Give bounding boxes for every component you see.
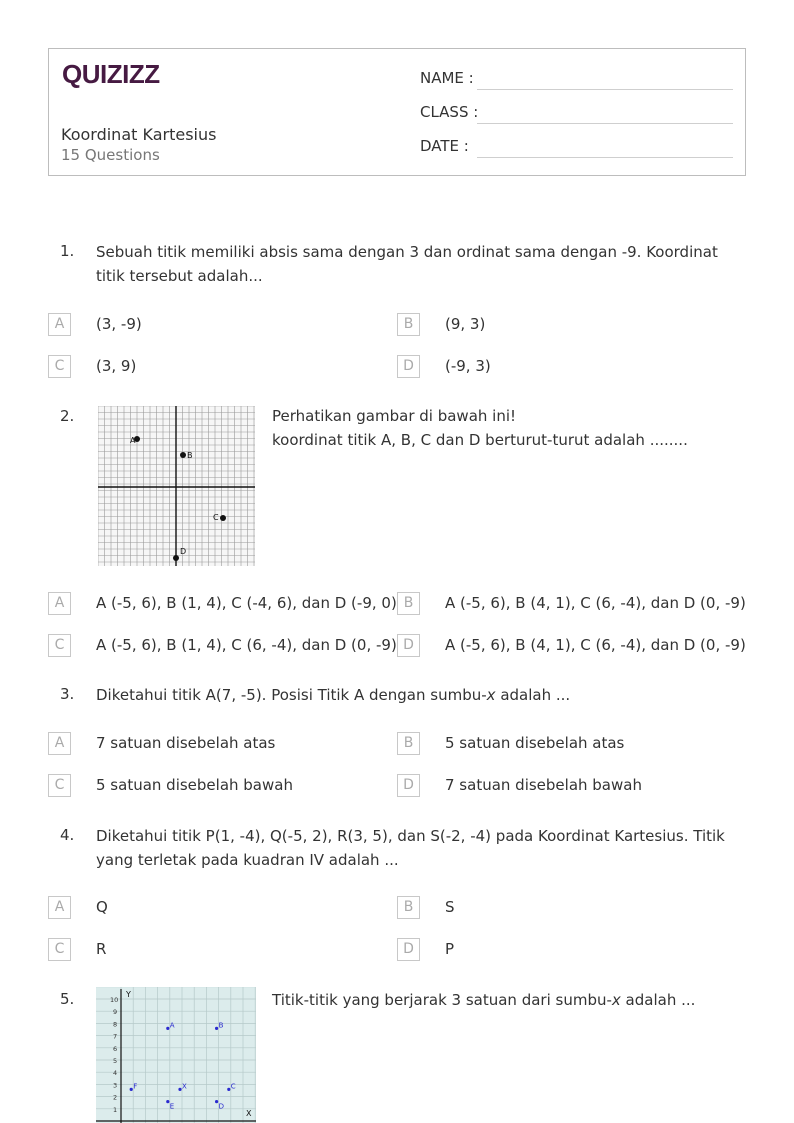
q3-option-c-letter[interactable]: C xyxy=(48,774,71,797)
question-3-text-prefix: Diketahui titik A(7, -5). Posisi Titik A dengan sumbu- xyxy=(96,686,487,704)
q4-option-b-letter[interactable]: B xyxy=(397,896,420,919)
question-2-text-line1: Perhatikan gambar di bawah ini! xyxy=(272,407,517,425)
q1-option-d-text: (-9, 3) xyxy=(445,357,491,375)
name-label: NAME : xyxy=(420,69,474,87)
question-1-text: Sebuah titik memiliki absis sama dengan 3 dan ordinat sama dengan -9. Koordinat titik tersebut adalah... xyxy=(96,243,718,285)
question-3-text-suffix: adalah ... xyxy=(495,686,571,704)
name-line[interactable] xyxy=(477,89,733,90)
x-axis-label: X xyxy=(246,1109,252,1118)
point-label-d: D xyxy=(180,547,187,556)
question-5-text-prefix: Titik-titik yang berjarak 3 satuan dari sumbu- xyxy=(272,991,612,1009)
quiz-title: Koordinat Kartesius xyxy=(61,125,217,144)
q3-option-b-letter[interactable]: B xyxy=(397,732,420,755)
q1-option-c-letter[interactable]: C xyxy=(48,355,71,378)
cartesian-grid-image xyxy=(98,406,255,566)
q2-option-c-letter[interactable]: C xyxy=(48,634,71,657)
date-label: DATE : xyxy=(420,137,469,155)
q3-option-b-text: 5 satuan disebelah atas xyxy=(445,734,625,752)
quizizz-logo: QUIZIZZ xyxy=(62,59,160,89)
q1-option-b-text: (9, 3) xyxy=(445,315,486,333)
q4-option-d-text: P xyxy=(445,940,455,958)
point-label-b: B xyxy=(187,451,193,460)
point-label-e: E xyxy=(169,1102,175,1111)
q2-option-b-text: A (-5, 6), B (4, 1), C (6, -4), dan D (0, -9) xyxy=(445,594,746,612)
point-c xyxy=(220,515,226,521)
y-tick-label: 7 xyxy=(113,1032,118,1041)
q2-option-b-letter[interactable]: B xyxy=(397,592,420,615)
point-label-a: A xyxy=(169,1021,175,1030)
q4-option-a-text: Q xyxy=(96,898,108,916)
q3-option-c-text: 5 satuan disebelah bawah xyxy=(96,776,293,794)
q4-option-b-text: S xyxy=(445,898,455,916)
q2-option-a-text: A (-5, 6), B (1, 4), C (-4, 6), dan D (-9, 0) xyxy=(96,594,397,612)
q4-option-d-letter[interactable]: D xyxy=(397,938,420,961)
class-line[interactable] xyxy=(477,123,733,124)
q2-option-c-text: A (-5, 6), B (1, 4), C (6, -4), dan D (0, -9) xyxy=(96,636,397,654)
y-tick-label: 9 xyxy=(113,1008,118,1017)
question-3-text-var: x xyxy=(486,686,496,704)
q3-option-a-letter[interactable]: A xyxy=(48,732,71,755)
question-5-text xyxy=(272,988,742,1012)
coordinate-plane-image xyxy=(96,987,256,1123)
y-tick-label: 1 xyxy=(113,1105,118,1114)
question-count: 15 Questions xyxy=(61,146,160,164)
q1-option-d-letter[interactable]: D xyxy=(397,355,420,378)
q1-option-c-text: (3, 9) xyxy=(96,357,137,375)
point-label-b: B xyxy=(218,1021,224,1030)
q3-option-d-text: 7 satuan disebelah bawah xyxy=(445,776,642,794)
q2-option-d-text: A (-5, 6), B (4, 1), C (6, -4), dan D (0, -9) xyxy=(445,636,746,654)
question-4-text: Diketahui titik P(1, -4), Q(-5, 2), R(3, 5), dan S(-2, -4) pada Koordinat Kartesius. Titik yang terletak pada kuadran IV adalah ... xyxy=(96,827,725,869)
plane-background xyxy=(96,987,256,1123)
question-5-text-var: x xyxy=(611,991,621,1009)
q4-option-a-letter[interactable]: A xyxy=(48,896,71,919)
point-label-x: X xyxy=(182,1082,187,1091)
y-tick-label: 5 xyxy=(113,1057,118,1065)
q1-option-a-letter[interactable]: A xyxy=(48,313,71,336)
y-tick-label: 6 xyxy=(113,1044,118,1053)
point-b xyxy=(180,452,186,458)
point-label-d: D xyxy=(218,1102,224,1111)
q3-option-a-text: 7 satuan disebelah atas xyxy=(96,734,276,752)
point-d xyxy=(173,555,179,561)
question-4-number: 4. xyxy=(60,826,75,844)
question-5-number: 5. xyxy=(60,990,75,1008)
q1-option-b-letter[interactable]: B xyxy=(397,313,420,336)
question-3-number: 3. xyxy=(60,685,75,703)
class-label: CLASS : xyxy=(420,103,479,121)
question-2-text-line2: koordinat titik A, B, C dan D berturut-turut adalah ........ xyxy=(272,431,688,449)
y-tick-label: 4 xyxy=(113,1069,118,1078)
y-tick-label: 8 xyxy=(113,1020,118,1029)
q4-option-c-text: R xyxy=(96,940,107,958)
point-label-a: A xyxy=(130,436,136,445)
q4-option-c-letter[interactable]: C xyxy=(48,938,71,961)
question-5-text-suffix: adalah ... xyxy=(620,991,696,1009)
point-label-c: C xyxy=(213,513,219,522)
y-tick-label: 2 xyxy=(113,1093,118,1102)
y-axis-label: Y xyxy=(126,990,131,999)
question-3-text xyxy=(96,683,741,707)
y-tick-label: 3 xyxy=(113,1081,118,1090)
q2-option-d-letter[interactable]: D xyxy=(397,634,420,657)
q2-option-a-letter[interactable]: A xyxy=(48,592,71,615)
point-label-c: C xyxy=(230,1082,236,1091)
y-tick-label: 10 xyxy=(110,996,119,1004)
q1-option-a-text: (3, -9) xyxy=(96,315,142,333)
worksheet-header xyxy=(48,48,746,176)
question-1-number: 1. xyxy=(60,242,75,260)
question-2-number: 2. xyxy=(60,407,75,425)
point-label-f: F xyxy=(133,1082,138,1091)
q3-option-d-letter[interactable]: D xyxy=(397,774,420,797)
date-line[interactable] xyxy=(477,157,733,158)
